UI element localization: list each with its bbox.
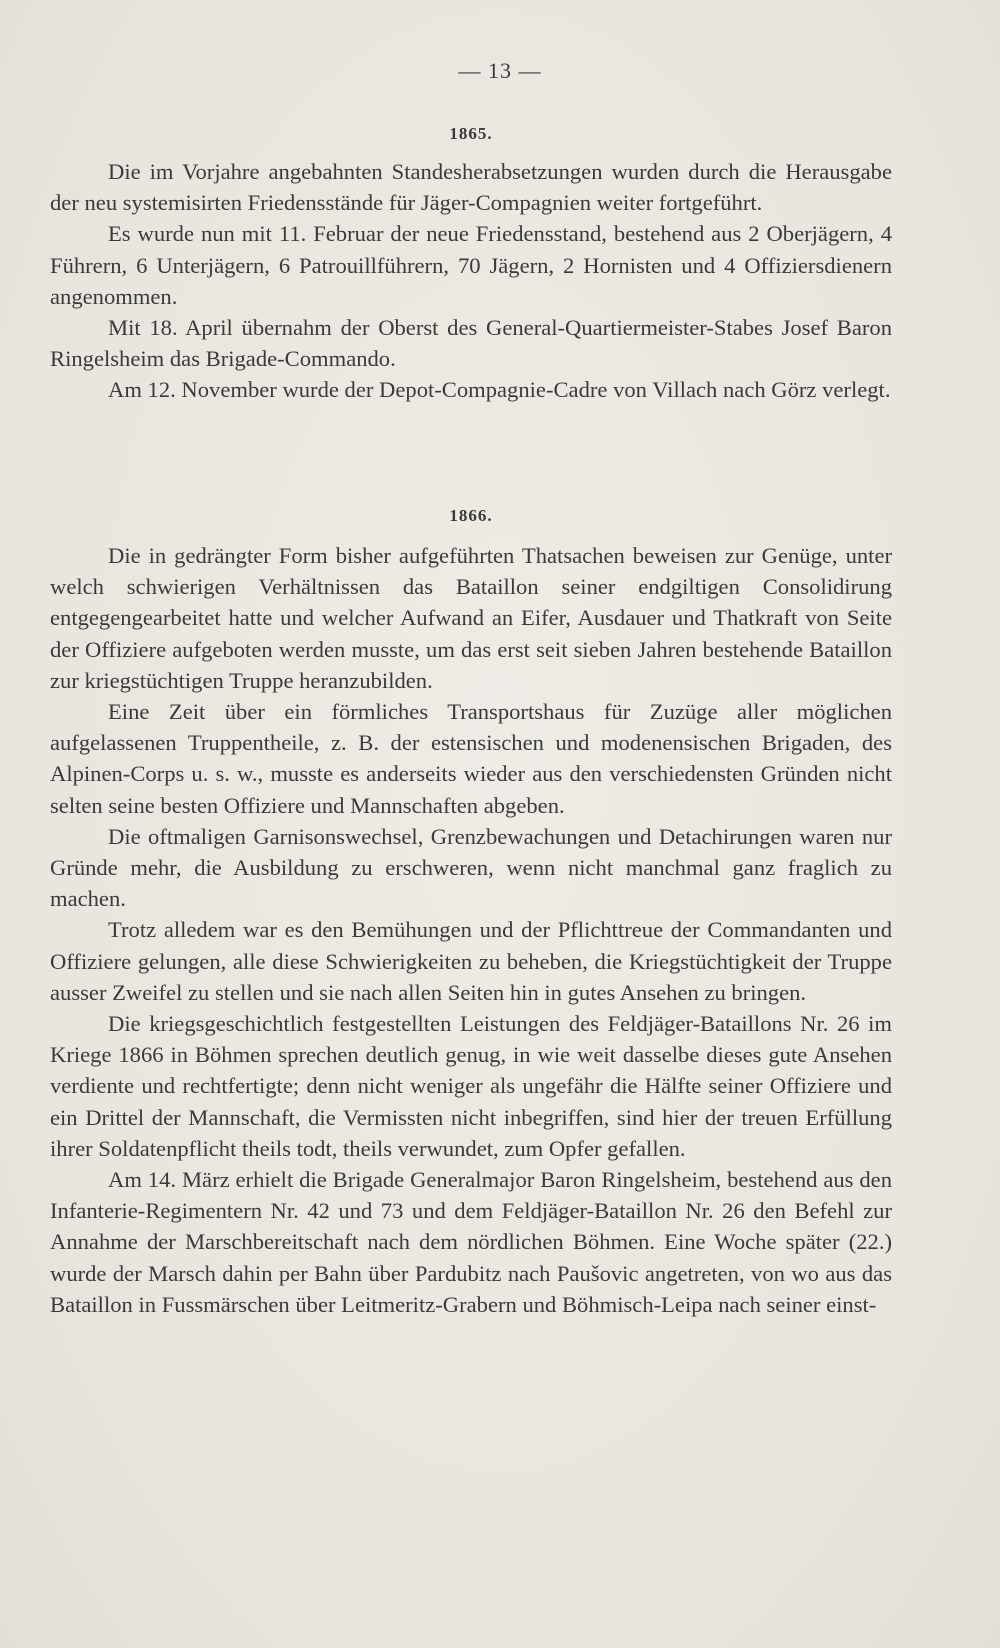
paragraph: Am 12. November wurde der Depot-Compagnie-Cadre von Villach nach Görz verlegt. bbox=[108, 377, 891, 403]
paragraph: Die oftmaligen Garnisonswechsel, Grenzbewachungen und Detachirungen waren nur Gründe mehr, die Ausbildung zu erschweren, wenn nicht manchmal ganz fraglich zu machen. bbox=[50, 823, 892, 912]
paragraph: Mit 18. April übernahm der Oberst des General-Quartiermeister-Stabes Josef Baron Ringelsheim das Brigade-Commando. bbox=[50, 315, 892, 372]
paragraph: Die kriegsgeschichtlich festgestellten Leistungen des Feldjäger-Bataillons Nr. 26 im Kriege 1866 in Böhmen sprechen deutlich genug, in wie weit dasselbe dieses gute Ansehen verdiente und rechtfertigte; denn nicht weniger als ungefähr die Hälfte seiner Offiziere und ein Drittel der Mannschaft, die Vermissten nicht inbegriffen, sind hier der treuen Erfüllung ihrer Soldatenpflicht theils todt, theils verwundet, zum Opfer gefallen. bbox=[50, 1011, 892, 1161]
section-year-heading: 1866. bbox=[449, 506, 493, 525]
section-1865 bbox=[50, 124, 892, 406]
paragraph: Die in gedrängter Form bisher aufgeführten Thatsachen beweisen zur Genüge, unter welch schwierigen Verhältnissen das Bataillon seiner endgiltigen Consolidirung entgegengearbeitet hatte und welcher Aufwand an Eifer, Ausdauer und Thatkraft von Seite der Offiziere aufgeboten werden musste, um das erst seit sieben Jahren bestehende Bataillon zur kriegstüchtigen Truppe heranzubilden. bbox=[50, 543, 892, 693]
paragraph: Die im Vorjahre angebahnten Standesherabsetzungen wurden durch die Herausgabe der neu systemisirten Friedensstände für Jäger-Compagnien weiter fortgeführt. bbox=[50, 159, 892, 216]
paragraph: Am 14. März erhielt die Brigade Generalmajor Baron Ringelsheim, bestehend aus den Infanterie-Regimentern Nr. 42 und 73 und dem Feldjäger-Bataillon Nr. 26 den Befehl zur Annahme der Marschbereitschaft nach dem nördlichen Böhmen. Eine Woche später (22.) wurde der Marsch dahin per Bahn über Pardubitz nach Paušovic angetreten, von wo aus das Bataillon in Fussmärschen über Leitmeritz-Grabern und Böhmisch-Leipa nach seiner einst- bbox=[50, 1167, 892, 1317]
paragraph: Es wurde nun mit 11. Februar der neue Friedensstand, bestehend aus 2 Oberjägern, 4 Führern, 6 Unterjägern, 6 Patrouillführern, 70 Jägern, 2 Hornisten und 4 Offiziersdienern angenommen. bbox=[50, 221, 892, 309]
paragraph: Trotz alledem war es den Bemühungen und der Pflichttreue der Commandanten und Offiziere gelungen, alle diese Schwierigkeiten zu beheben, die Kriegstüchtigkeit der Truppe ausser Zweifel zu stellen und sie nach allen Seiten hin in gutes Ansehen zu bringen. bbox=[50, 917, 892, 1005]
section-year-heading: 1865. bbox=[449, 124, 493, 143]
paragraph: Eine Zeit über ein förmliches Transportshaus für Zuzüge aller möglichen aufgelassenen Truppentheile, z. B. der estensischen und modenensischen Brigaden, des Alpinen-Corps u. s. w., musste es anderseits wieder aus den verschiedensten Gründen nicht selten seine besten Offiziere und Mannschaften abgeben. bbox=[50, 699, 892, 818]
section-1866 bbox=[50, 506, 892, 1320]
page-number: — 13 — bbox=[458, 58, 542, 83]
